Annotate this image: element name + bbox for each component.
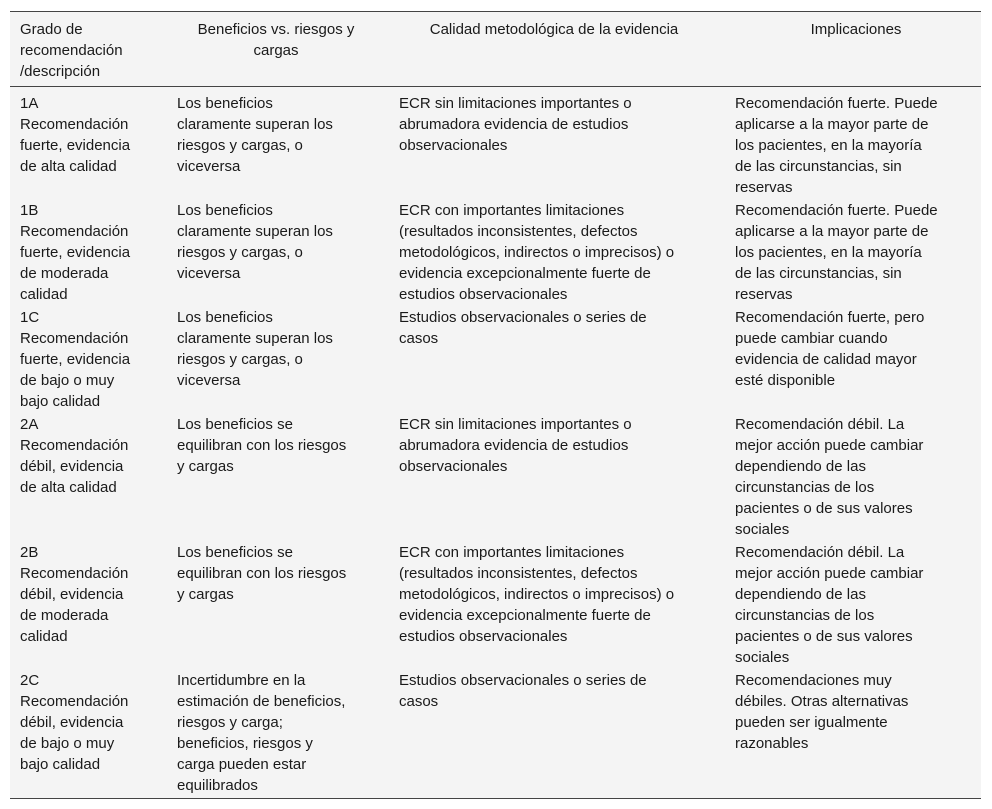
cell-benefits: Los beneficios se equilibran con los riesgos y cargas: [177, 544, 347, 603]
table-row: [10, 200, 981, 307]
cell-quality: ECR con importantes limitaciones (resultados inconsistentes, defectos metodológicos, indirectos o imprecisos) o evidencia excepcionalmente fuerte de estudios observacionales: [399, 202, 675, 303]
cell-quality: ECR con importantes limitaciones (resultados inconsistentes, defectos metodológicos, indirectos o imprecisos) o evidencia excepcionalmente fuerte de estudios observacionales: [399, 544, 675, 645]
header-implications: Implicaciones: [810, 21, 902, 38]
cell-benefits: Los beneficios claramente superan los riesgos y cargas, o viceversa: [177, 95, 333, 175]
cell-benefits: Los beneficios se equilibran con los riesgos y cargas: [177, 416, 347, 475]
header-grade: Grado de recomendación /descripción: [20, 21, 123, 80]
cell-quality: ECR sin limitaciones importantes o abrumadora evidencia de estudios observacionales: [399, 416, 632, 475]
cell-implications: Recomendación fuerte, pero puede cambiar cuando evidencia de calidad mayor esté disponible: [735, 309, 925, 389]
cell-grade: 1B Recomendación fuerte, evidencia de moderada calidad: [20, 202, 131, 303]
cell-grade: 2B Recomendación débil, evidencia de moderada calidad: [20, 544, 129, 645]
recommendation-grades-table: [10, 11, 981, 799]
cell-implications: Recomendación fuerte. Puede aplicarse a la mayor parte de los pacientes, en la mayoría de las circunstancias, sin reservas: [735, 95, 938, 196]
cell-grade: 2C Recomendación débil, evidencia de bajo o muy bajo calidad: [20, 672, 129, 773]
cell-quality: ECR sin limitaciones importantes o abrumadora evidencia de estudios observacionales: [399, 95, 632, 154]
cell-benefits: Los beneficios claramente superan los riesgos y cargas, o viceversa: [177, 202, 333, 282]
cell-benefits: Los beneficios claramente superan los riesgos y cargas, o viceversa: [177, 309, 333, 389]
cell-benefits: Incertidumbre en la estimación de beneficios, riesgos y carga; beneficios, riesgos y carga pueden estar equilibrados: [177, 672, 346, 794]
table-header-row: [10, 12, 981, 87]
table-row: [10, 670, 981, 798]
table-row: [10, 542, 981, 670]
table-row: [10, 307, 981, 414]
cell-quality: Estudios observacionales o series de casos: [399, 672, 647, 710]
cell-implications: Recomendaciones muy débiles. Otras alternativas pueden ser igualmente razonables: [735, 672, 909, 752]
table-row: [10, 90, 981, 200]
cell-grade: 1C Recomendación fuerte, evidencia de bajo o muy bajo calidad: [20, 309, 131, 410]
header-benefits: Beneficios vs. riesgos y cargas: [197, 21, 355, 59]
cell-implications: Recomendación fuerte. Puede aplicarse a la mayor parte de los pacientes, en la mayoría de las circunstancias, sin reservas: [735, 202, 938, 303]
table-body: [10, 87, 981, 798]
cell-quality: Estudios observacionales o series de casos: [399, 309, 647, 347]
cell-grade: 1A Recomendación fuerte, evidencia de alta calidad: [20, 95, 131, 175]
cell-grade: 2A Recomendación débil, evidencia de alta calidad: [20, 416, 129, 496]
cell-implications: Recomendación débil. La mejor acción puede cambiar dependiendo de las circunstancias de los pacientes o de sus valores sociales: [735, 544, 924, 666]
table-row: [10, 414, 981, 542]
cell-implications: Recomendación débil. La mejor acción puede cambiar dependiendo de las circunstancias de los pacientes o de sus valores sociales: [735, 416, 924, 538]
header-quality: Calidad metodológica de la evidencia: [429, 21, 679, 38]
